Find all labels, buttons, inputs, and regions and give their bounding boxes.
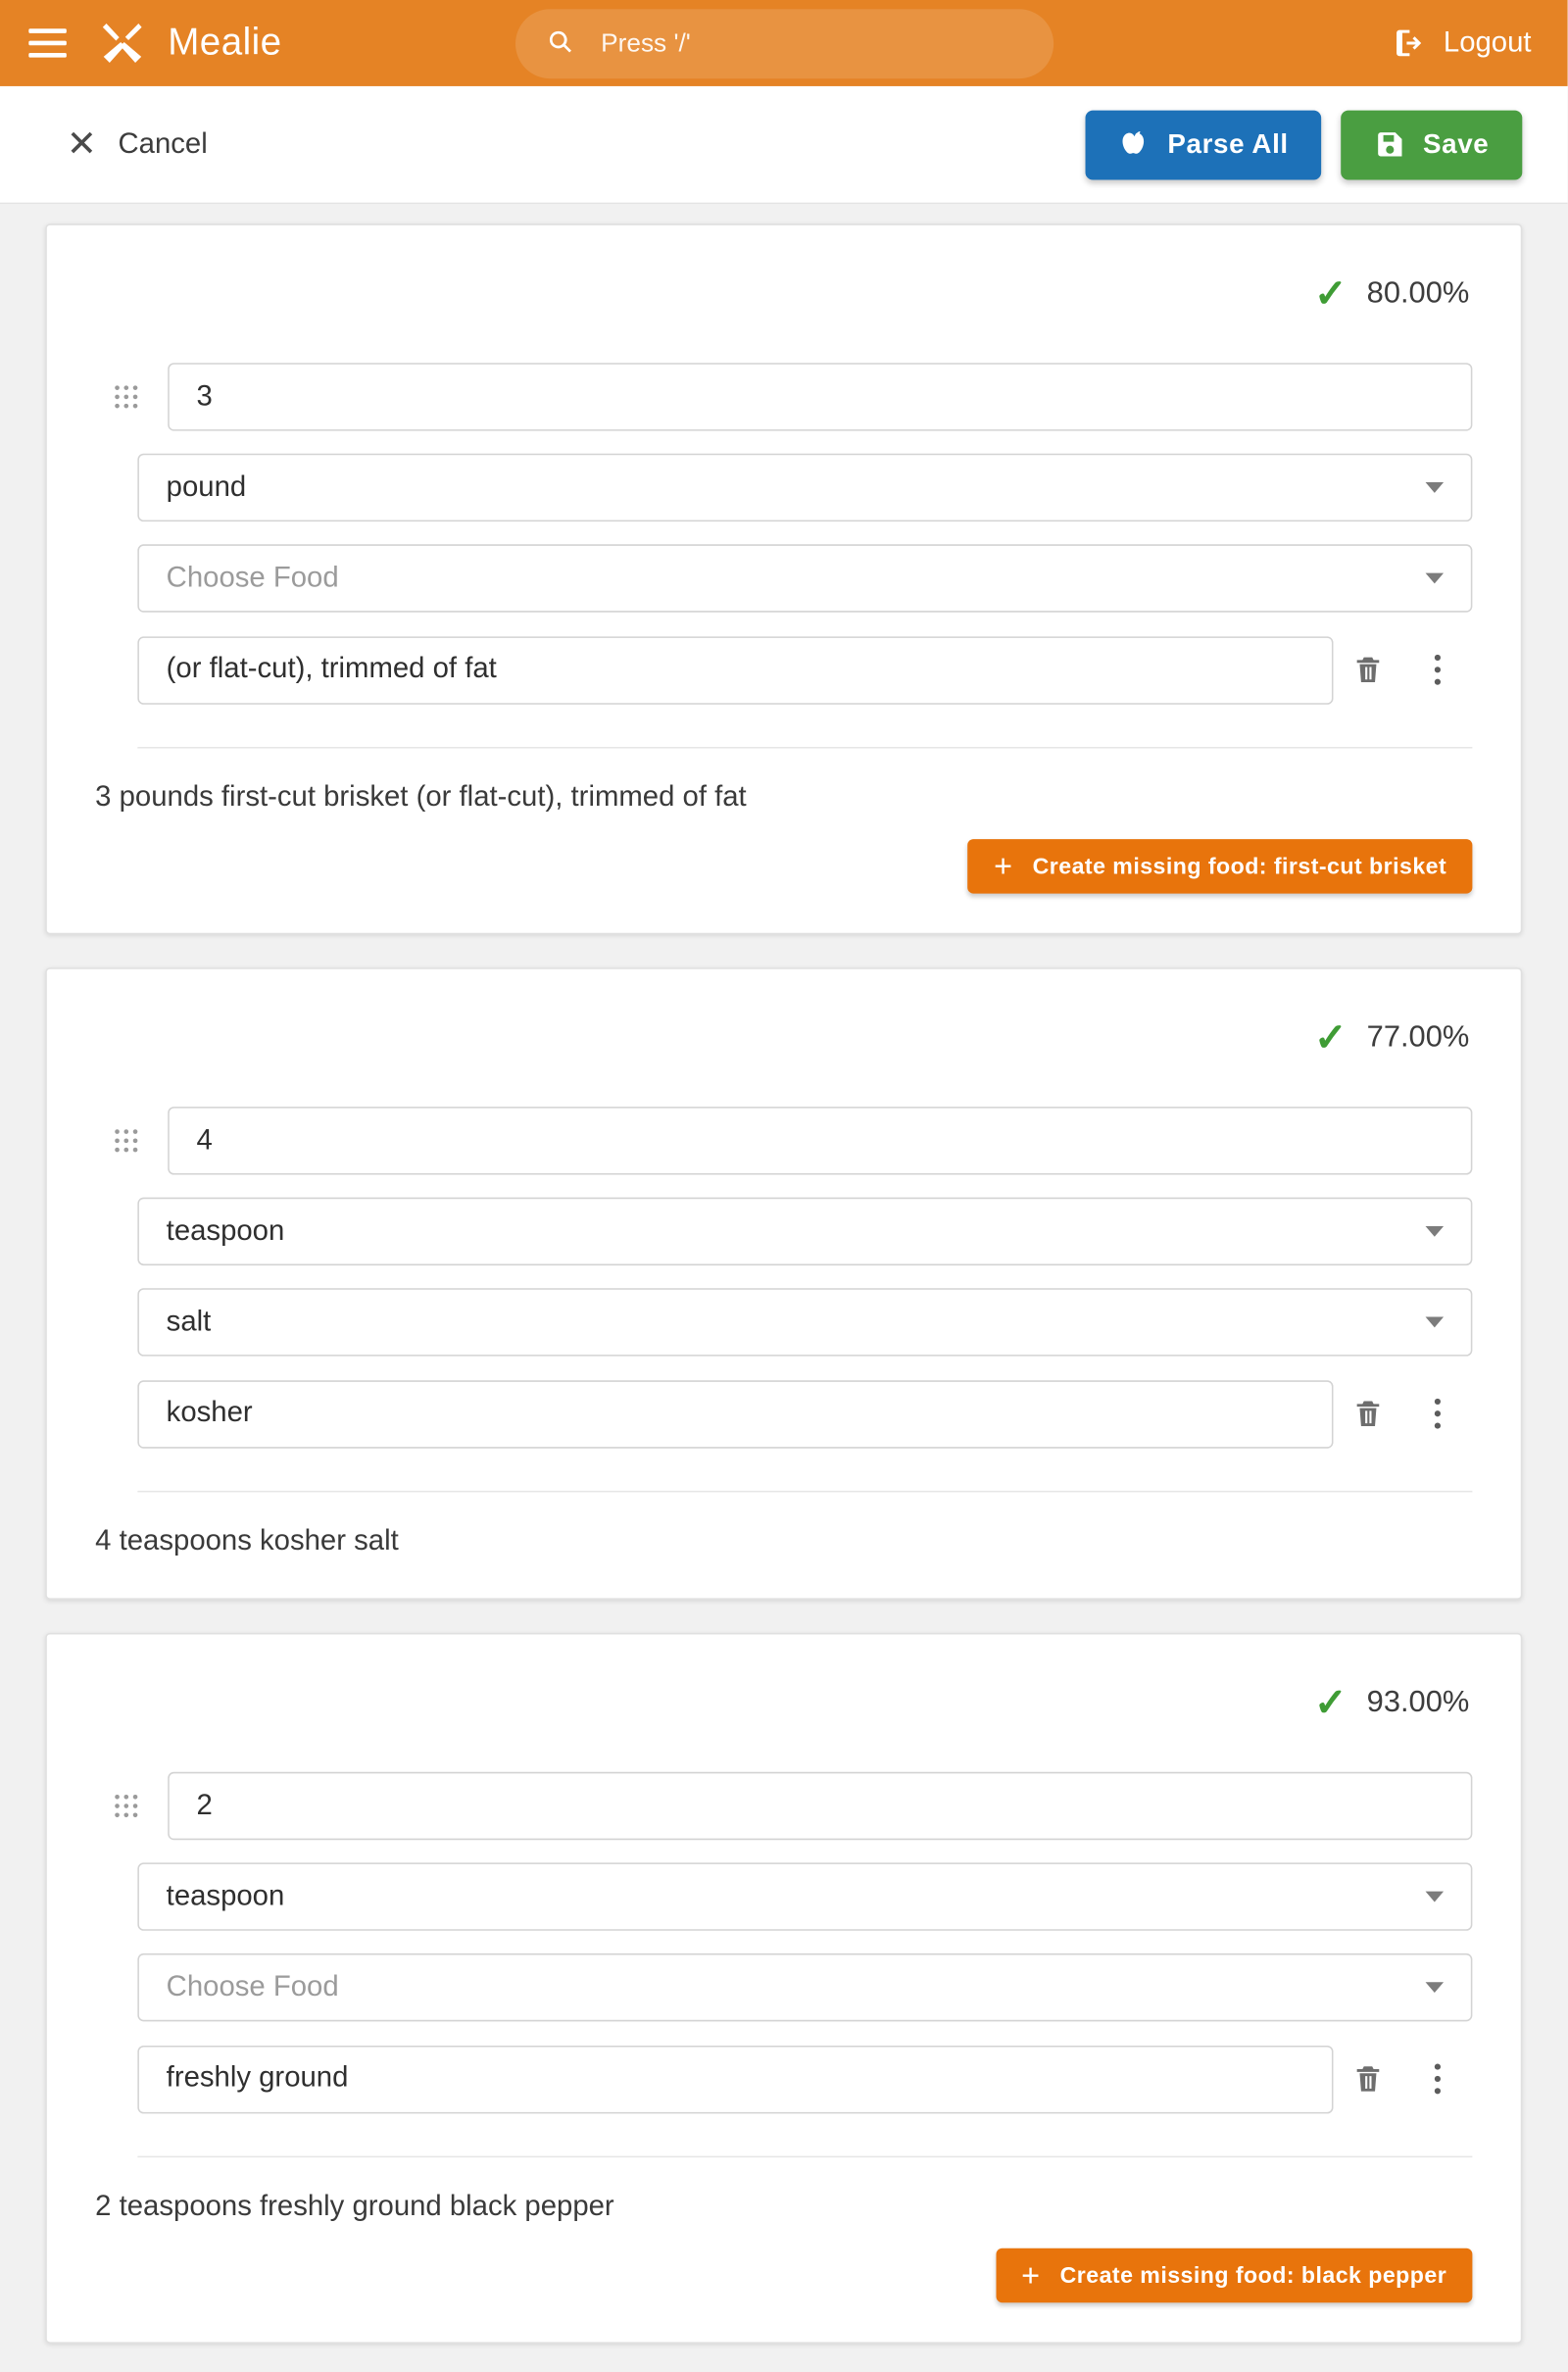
- food-row: [95, 1288, 1472, 1356]
- plus-icon: +: [1021, 2257, 1041, 2294]
- quantity-value: 3: [196, 379, 213, 413]
- ingredient-menu-button[interactable]: [1402, 2044, 1472, 2113]
- delete-ingredient-button[interactable]: [1333, 1379, 1402, 1449]
- app-header: [0, 0, 1568, 86]
- close-icon: ✕: [66, 123, 97, 165]
- check-icon: ✓: [1313, 1679, 1348, 1725]
- chevron-down-icon: [1426, 1982, 1445, 1993]
- cancel-button[interactable]: [66, 123, 208, 165]
- check-icon: ✓: [1313, 271, 1348, 317]
- chevron-down-icon: [1426, 482, 1445, 493]
- quantity-input[interactable]: [168, 363, 1472, 430]
- logout-label: Logout: [1443, 25, 1532, 59]
- confidence-badge: [95, 253, 1472, 317]
- unit-row: [95, 1862, 1472, 1930]
- parse-all-label: Parse All: [1167, 128, 1289, 159]
- search-input[interactable]: [598, 26, 1022, 60]
- unit-value: pound: [166, 470, 247, 503]
- note-row: [95, 1379, 1472, 1449]
- hamburger-menu-icon[interactable]: [22, 18, 73, 69]
- ingredient-card: [45, 967, 1522, 1600]
- drag-handle-icon[interactable]: [95, 385, 156, 408]
- food-select[interactable]: [137, 1288, 1472, 1356]
- check-icon: ✓: [1313, 1014, 1348, 1061]
- delete-ingredient-button[interactable]: [1333, 635, 1402, 705]
- app-title: Mealie: [168, 21, 282, 64]
- food-value: Choose Food: [166, 562, 339, 594]
- confidence-badge: [95, 1661, 1472, 1725]
- note-row: [95, 2044, 1472, 2113]
- quantity-row: [95, 1107, 1472, 1174]
- kebab-menu-icon: [1435, 655, 1441, 685]
- create-food-wrap: [95, 839, 1472, 894]
- original-text: 4 teaspoons kosher salt: [95, 1525, 399, 1557]
- quantity-row: [95, 1772, 1472, 1840]
- ingredient-menu-button[interactable]: [1402, 635, 1472, 705]
- create-food-wrap: [95, 2248, 1472, 2303]
- confidence-value: 93.00%: [1366, 1685, 1470, 1719]
- editor-toolbar: [0, 86, 1568, 204]
- search-box[interactable]: [514, 8, 1053, 77]
- unit-row: [95, 1198, 1472, 1265]
- food-value: Choose Food: [166, 1970, 339, 2003]
- note-value: freshly ground: [166, 2061, 349, 2095]
- note-input[interactable]: [137, 636, 1333, 704]
- food-row: [95, 1953, 1472, 2021]
- food-row: [95, 544, 1472, 612]
- note-input[interactable]: [137, 1380, 1333, 1448]
- chevron-down-icon: [1426, 1317, 1445, 1328]
- unit-select[interactable]: [137, 1862, 1472, 1930]
- trash-icon: [1351, 2062, 1385, 2096]
- confidence-value: 80.00%: [1366, 275, 1470, 310]
- confidence-badge: [95, 997, 1472, 1061]
- quantity-input[interactable]: [168, 1107, 1472, 1174]
- search-icon: [545, 27, 576, 59]
- fork-knife-logo: [97, 18, 148, 69]
- trash-icon: [1351, 1397, 1385, 1430]
- unit-value: teaspoon: [166, 1880, 285, 1912]
- save-button[interactable]: [1342, 110, 1523, 179]
- delete-ingredient-button[interactable]: [1333, 2044, 1402, 2113]
- ingredient-list: [0, 204, 1568, 2344]
- note-value: (or flat-cut), trimmed of fat: [166, 653, 497, 685]
- create-missing-food-button[interactable]: [996, 2248, 1472, 2303]
- drag-handle-icon[interactable]: [95, 1129, 156, 1152]
- food-select[interactable]: [137, 1953, 1472, 2021]
- chevron-down-icon: [1426, 1892, 1445, 1903]
- create-missing-food-button[interactable]: [968, 839, 1472, 894]
- unit-row: [95, 454, 1472, 521]
- unit-select[interactable]: [137, 454, 1472, 521]
- quantity-value: 4: [196, 1123, 213, 1157]
- apple-icon: [1119, 128, 1151, 160]
- chevron-down-icon: [1426, 1226, 1445, 1237]
- food-select[interactable]: [137, 544, 1472, 612]
- logout-icon: [1392, 25, 1426, 60]
- ingredient-menu-button[interactable]: [1402, 1379, 1472, 1449]
- unit-select[interactable]: [137, 1198, 1472, 1265]
- cancel-label: Cancel: [118, 127, 208, 160]
- parse-all-button[interactable]: [1086, 110, 1322, 179]
- trash-icon: [1351, 653, 1385, 686]
- original-text: 3 pounds first-cut brisket (or flat-cut), trimmed of fat: [95, 781, 747, 814]
- chevron-down-icon: [1426, 573, 1445, 584]
- create-missing-food-label: Create missing food: black pepper: [1059, 2262, 1447, 2289]
- note-value: kosher: [166, 1397, 253, 1429]
- drag-handle-icon[interactable]: [95, 1795, 156, 1817]
- ingredient-card: [45, 1633, 1522, 2344]
- plus-icon: +: [994, 849, 1013, 884]
- logout-button[interactable]: [1392, 25, 1546, 60]
- unit-value: teaspoon: [166, 1214, 285, 1247]
- ingredient-card: [45, 223, 1522, 934]
- kebab-menu-icon: [1435, 1399, 1441, 1429]
- kebab-menu-icon: [1435, 2064, 1441, 2095]
- note-input[interactable]: [137, 2045, 1333, 2112]
- food-value: salt: [166, 1305, 212, 1338]
- quantity-value: 2: [196, 1789, 213, 1821]
- brand-home-link[interactable]: [97, 18, 282, 69]
- note-row: [95, 635, 1472, 705]
- confidence-value: 77.00%: [1366, 1019, 1470, 1054]
- create-missing-food-label: Create missing food: first-cut brisket: [1032, 853, 1447, 879]
- quantity-row: [95, 363, 1472, 430]
- original-text: 2 teaspoons freshly ground black pepper: [95, 2191, 614, 2223]
- save-label: Save: [1423, 128, 1490, 159]
- floppy-disk-icon: [1375, 128, 1406, 160]
- quantity-input[interactable]: [168, 1772, 1472, 1840]
